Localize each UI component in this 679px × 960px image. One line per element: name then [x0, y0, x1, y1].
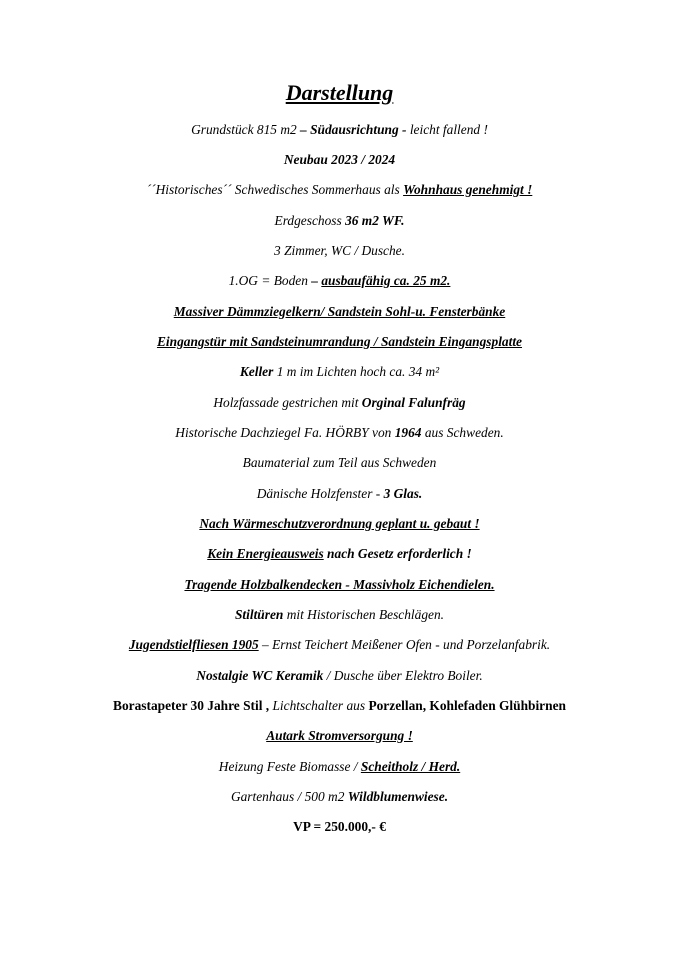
text-line-build-year: Neubau 2023 / 2024 [283, 152, 396, 167]
text-line-doors: Stiltüren mit Historischen Beschlägen. [234, 607, 445, 622]
text-line-tiles: Jugendstielfliesen 1905 – Ernst Teichert Meißener Ofen - und Porzelanfabrik. [128, 637, 551, 652]
text-line-windows: Dänische Holzfenster - 3 Glas. [256, 486, 423, 501]
text-line-price: VP = 250.000,- € [293, 819, 386, 834]
text-line-cellar: Keller 1 m im Lichten hoch ca. 34 m² [239, 364, 440, 379]
text-line-upper-floor: 1.OG = Boden – ausbaufähig ca. 25 m2. [228, 273, 451, 288]
text-line-ceilings: Tragende Holzbalkendecken - Massivholz Eichendielen. [184, 577, 495, 592]
text-line-wallpaper: Borastapeter 30 Jahre Stil , Lichtschalter aus Porzellan, Kohlefaden Glühbirnen [113, 698, 566, 713]
text-line-entrance: Eingangstür mit Sandsteinumrandung / Sandstein Eingangsplatte [156, 334, 523, 349]
text-line-walls: Massiver Dämmziegelkern/ Sandstein Sohl-u. Fensterbänke [173, 304, 506, 319]
document-title: Darstellung [285, 80, 394, 105]
text-line-plot: Grundstück 815 m2 – Südausrichtung - leicht fallend ! [191, 122, 488, 137]
text-line-material: Baumaterial zum Teil aus Schweden [242, 455, 437, 470]
text-line-power: Autark Stromversorgung ! [266, 728, 413, 743]
text-line-energy-certificate: Kein Energieausweis nach Gesetz erforderlich ! [207, 546, 472, 561]
text-line-house-type: ´´Historisches´´ Schwedisches Sommerhaus als Wohnhaus genehmigt ! [146, 182, 533, 197]
text-line-garden: Gartenhaus / 500 m2 Wildblumenwiese. [230, 789, 449, 804]
text-line-insulation: Nach Wärmeschutzverordnung geplant u. gebaut ! [199, 516, 480, 531]
text-line-facade: Holzfassade gestrichen mit Orginal Falunfräg [213, 395, 466, 410]
text-line-rooms: 3 Zimmer, WC / Dusche. [274, 243, 405, 258]
text-line-ground-floor: Erdgeschoss 36 m2 WF. [274, 213, 405, 228]
text-line-bathroom: Nostalgie WC Keramik / Dusche über Elektro Boiler. [196, 668, 483, 683]
text-line-heating: Heizung Feste Biomasse / Scheitholz / Herd. [218, 759, 461, 774]
text-line-roof-tiles: Historische Dachziegel Fa. HÖRBY von 1964 aus Schweden. [175, 425, 504, 440]
